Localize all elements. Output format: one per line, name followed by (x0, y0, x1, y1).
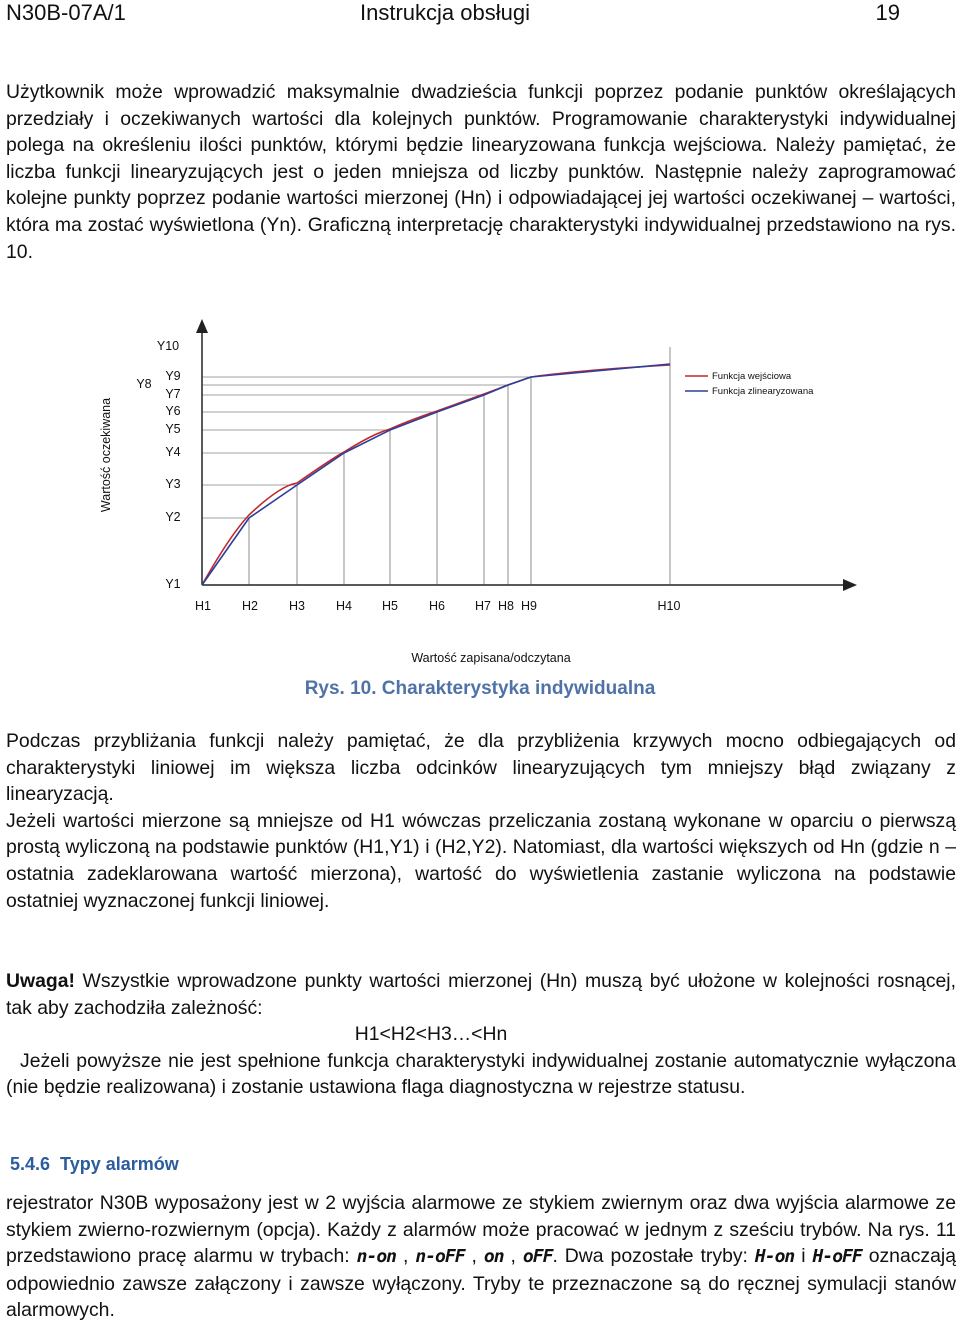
section-number: 5.4.6 (10, 1154, 51, 1174)
mode-h-on-symbol: H-on (754, 1246, 795, 1268)
separator: , (464, 1245, 484, 1268)
mode-n-on-symbol: n-on (356, 1246, 397, 1268)
figure-caption: Rys. 10. Charakterystyka indywidualna (304, 678, 656, 699)
y-tick-Y1: Y1 (165, 577, 181, 591)
page-header (6, 0, 954, 28)
order-formula: H1<H2<H3…<Hn (354, 1023, 508, 1046)
x-tick-H7: H7 (475, 599, 491, 613)
x-tick-labels (195, 599, 681, 613)
section-title: Typy alarmów (60, 1154, 179, 1174)
x-tick-H4: H4 (336, 599, 352, 613)
y-tick-Y2: Y2 (165, 510, 181, 524)
warning-label: Uwaga! (6, 970, 75, 992)
mode-on-symbol: on (483, 1246, 504, 1268)
x-tick-H6: H6 (429, 599, 445, 613)
extrapolation-text: Jeżeli wartości mierzone są mniejsze od H1 wówczas przeliczania zostaną wykonane w oparciu o pierwszą prostą wyliczoną na podstawie punktów (H1,Y1) i (H2,Y2). Natomiast, dla wartości większych od Hn (gdzie n – ostatnia zadeklarowana wartość mierzona), wartość do wyświetlenia zastanie wyliczona na podstawie ostatniej wyznaczonej funkcji liniowej. (6, 809, 956, 912)
x-tick-H8: H8 (498, 599, 514, 613)
y-tick-Y6: Y6 (165, 404, 181, 418)
characteristic-figure (95, 315, 865, 675)
y-tick-Y3: Y3 (165, 477, 181, 491)
separator: , (503, 1245, 523, 1268)
y-tick-Y8: Y8 (136, 377, 152, 391)
alarm-text-2: . Dwa pozostałe tryby: (552, 1245, 755, 1268)
approximation-text: Podczas przybliżania funkcji należy pamiętać, że dla przybliżenia krzywych mocno odbiegających od charakterystyki liniowej im większa liczba odcinków linearyzujących tym mniejszy błąd związany z linearyzacją. (6, 730, 956, 806)
document-title: Instrukcja obsługi (360, 0, 530, 25)
y-axis-label: Wartość oczekiwana (99, 397, 113, 513)
separator: , (396, 1245, 416, 1268)
x-tick-H5: H5 (382, 599, 398, 613)
x-axis-arrow (843, 579, 857, 591)
page-number: 19 (875, 0, 900, 25)
alarm-text-4: oznaczają odpowiednio zawsze załączony i zawsze wyłączony. Tryby te przeznaczone są do ręcznej symulacji stanów alarmowych. (6, 1245, 957, 1322)
y-tick-Y7: Y7 (165, 387, 181, 401)
legend (685, 371, 814, 397)
x-tick-H2: H2 (242, 599, 258, 613)
y-tick-Y5: Y5 (165, 422, 181, 436)
y-tick-Y4: Y4 (165, 445, 181, 459)
x-tick-H3: H3 (289, 599, 305, 613)
series-linearized-function (202, 364, 670, 585)
approximation-paragraph (6, 728, 956, 914)
grid-lines (202, 347, 670, 585)
warning-paragraph (6, 968, 956, 1101)
mode-off-symbol: oFF (522, 1246, 553, 1268)
y-tick-Y10: Y10 (156, 339, 180, 353)
y-tick-Y9: Y9 (165, 369, 181, 383)
mode-n-off-symbol: n-oFF (415, 1246, 465, 1268)
x-tick-H9: H9 (521, 599, 537, 613)
warning-consequence-text: Jeżeli powyższe nie jest spełnione funkcja charakterystyki indywidualnej zostanie automatycznie wyłączona (nie będzie realizowana) i zostanie ustawiona flaga diagnostyczna w rejestrze statusu. (6, 1049, 956, 1099)
document-code: N30B-07A/1 (6, 0, 126, 25)
x-tick-H10: H10 (657, 599, 681, 613)
series-input-function (202, 365, 670, 585)
x-tick-H1: H1 (195, 599, 211, 613)
x-axis-label: Wartość zapisana/odczytana (411, 651, 571, 665)
warning-text: Wszystkie wprowadzone punkty wartości mierzonej (Hn) muszą być ułożone w kolejności rosnącej, tak aby zachodziła zależność: (6, 970, 956, 1019)
characteristic-chart (95, 315, 865, 675)
alarm-text-1: rejestrator N30B wyposażony jest w 2 wyjścia alarmowe ze stykiem zwiernym oraz dwa wyjścia alarmowe ze stykiem zwierno-rozwiernym (opcja). Każdy z alarmów może pracować w jednym z sześciu trybów. Na rys. 11 przedstawiono pracę alarmu w trybach: (6, 1192, 956, 1268)
y-tick-labels (136, 339, 180, 591)
intro-paragraph: Użytkownik może wprowadzić maksymalnie dwadzieścia funkcji poprzez podanie punktów określających przedziały i oczekiwanych wartości dla kolejnych punktów. Programowanie charakterystyki indywidualnej polega na określeniu ilości punktów, którymi będzie linearyzowana funkcja wejściowa. Należy pamiętać, że liczba funkcji linearyzujących jest o jeden mniejsza od liczby punktów. Następnie należy zaprogramować kolejne punkty poprzez podanie wartości mierzonej (Hn) i odpowiadającej jej wartości oczekiwanej – wartości, która ma zostać wyświetlona (Yn). Graficzną interpretację charakterystyki indywidualnej przedstawiono na rys. 10. (6, 81, 956, 263)
legend-label-input: Funkcja wejściowa (712, 371, 792, 382)
alarm-types-paragraph (6, 1190, 956, 1324)
mode-h-off-symbol: H-oFF (812, 1246, 862, 1268)
section-heading (6, 1154, 179, 1175)
legend-label-linear: Funkcja zlinearyzowana (712, 386, 814, 397)
y-axis-arrow (196, 319, 208, 333)
alarm-text-3: i (794, 1245, 813, 1268)
